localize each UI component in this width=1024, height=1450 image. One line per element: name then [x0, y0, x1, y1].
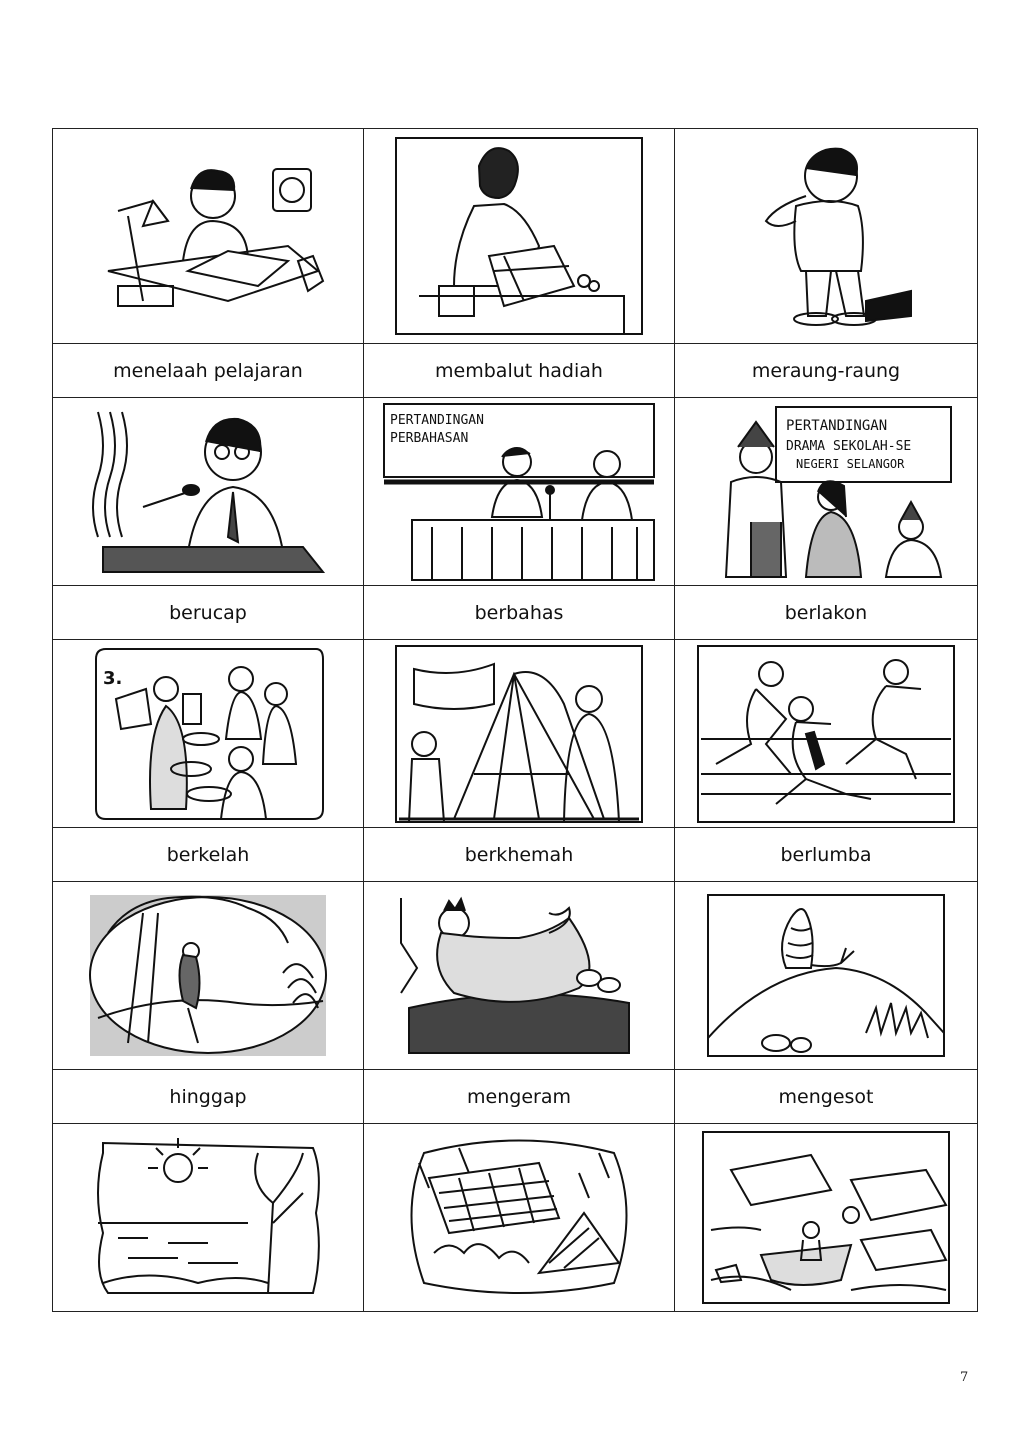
- label-berkhemah: berkhemah: [364, 828, 675, 882]
- image-snail-crawling: [675, 882, 978, 1070]
- label-menelaah-pelajaran: menelaah pelajaran: [53, 344, 364, 398]
- image-flood-boat: [675, 1124, 978, 1312]
- drama-banner-line1: PERTANDINGAN: [786, 417, 888, 434]
- image-picnic: [53, 640, 364, 828]
- picnic-illustration: [91, 644, 326, 824]
- label-berlakon: berlakon: [675, 586, 978, 640]
- drama-banner-line2: DRAMA SEKOLAH-SE: [786, 438, 912, 454]
- image-camping: [364, 640, 675, 828]
- picnic-number: 3.: [102, 667, 122, 689]
- image-crying: [675, 129, 978, 344]
- label-berkelah: berkelah: [53, 828, 364, 882]
- label-berlumba: berlumba: [675, 828, 978, 882]
- studying-illustration: [88, 151, 328, 321]
- debate-banner-line1: PERTANDINGAN: [389, 412, 484, 428]
- speech-illustration: [88, 407, 328, 577]
- label-berbahas: berbahas: [364, 586, 675, 640]
- drama-banner-line3: NEGERI SELANGOR: [796, 456, 905, 471]
- label-berucap: berucap: [53, 586, 364, 640]
- image-speech: [53, 398, 364, 586]
- race-illustration: [696, 644, 956, 824]
- image-studying: [53, 129, 364, 344]
- label-mengesot: mengesot: [675, 1070, 978, 1124]
- image-brooding-hen: [364, 882, 675, 1070]
- label-mengeram: mengeram: [364, 1070, 675, 1124]
- label-meraung-raung: meraung-raung: [675, 344, 978, 398]
- crying-illustration: [736, 141, 916, 331]
- image-wrapping-gift: [364, 129, 675, 344]
- label-hinggap: hinggap: [53, 1070, 364, 1124]
- rain-houses-illustration: [399, 1133, 639, 1303]
- perching-bird-illustration: [88, 893, 328, 1058]
- image-rain-houses: [364, 1124, 675, 1312]
- flood-boat-illustration: [701, 1130, 951, 1305]
- label-membalut-hadiah: membalut hadiah: [364, 344, 675, 398]
- wrapping-gift-illustration: [394, 136, 644, 336]
- page-number: 7: [960, 1370, 969, 1385]
- vocabulary-table: [52, 128, 978, 1312]
- camping-illustration: [394, 644, 644, 824]
- debate-banner-line2: PERBAHASAN: [389, 430, 468, 446]
- landscape-sun-illustration: [88, 1133, 328, 1303]
- image-acting: [675, 398, 978, 586]
- acting-illustration: [696, 402, 956, 582]
- image-perching-bird: [53, 882, 364, 1070]
- image-landscape-sun: [53, 1124, 364, 1312]
- image-race: [675, 640, 978, 828]
- debate-illustration: [382, 402, 657, 582]
- image-debate: [364, 398, 675, 586]
- brooding-hen-illustration: [399, 893, 639, 1058]
- snail-crawling-illustration: [706, 893, 946, 1058]
